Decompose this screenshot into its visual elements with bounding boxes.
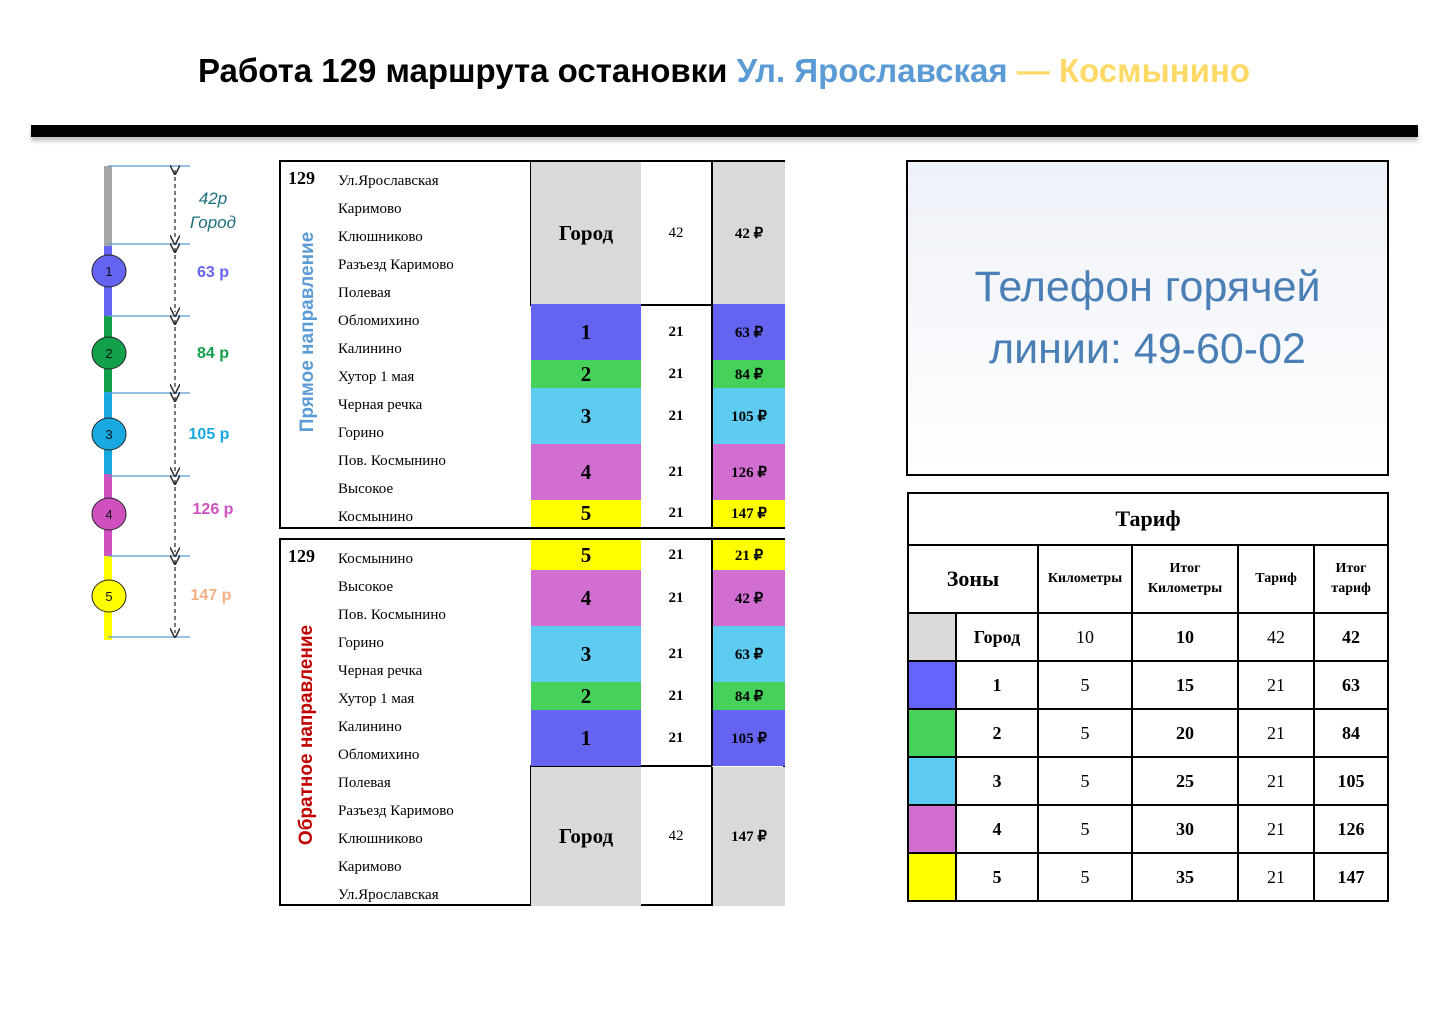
tariff-zone-swatch (908, 613, 956, 661)
tariff-km: 5 (1038, 709, 1132, 757)
forward-stop: Клюшниково (338, 229, 423, 245)
backward-stop: Черная речка (338, 663, 423, 679)
tariff-header-tariff: Тариф (1238, 545, 1314, 613)
forward-route-table (279, 160, 785, 529)
forward-zone-price: 126 ₽ (711, 444, 785, 500)
city-zone-name: Город (189, 213, 237, 232)
tariff-table (907, 492, 1389, 902)
tariff-row (908, 661, 1388, 709)
forward-stop: Пов. Космынино (338, 453, 446, 469)
backward-stop: Клюшниково (338, 831, 423, 847)
title-from: Ул. Ярославская (736, 52, 1008, 89)
tariff-tariff: 21 (1238, 709, 1314, 757)
tariff-zone: 4 (956, 805, 1038, 853)
forward-stop: Ул.Ярославская (338, 173, 439, 189)
tariff-total: 147 (1314, 853, 1388, 901)
forward-stop: Разъезд Каримово (338, 257, 454, 273)
tariff-km: 10 (1038, 613, 1132, 661)
tariff-zone-swatch (908, 709, 956, 757)
forward-stop: Калинино (338, 341, 402, 357)
forward-zone-cell: 3 (531, 388, 641, 444)
forward-stop: Космынино (338, 509, 413, 525)
forward-zone-cell: Город (531, 162, 641, 304)
backward-stop: Высокое (338, 579, 394, 595)
forward-stop: Горино (338, 425, 384, 441)
title-prefix: Работа 129 маршрута остановки (197, 52, 728, 89)
tariff-header-zones: Зоны (908, 545, 1038, 613)
zone4-marker-label: 4 (105, 507, 113, 522)
tariff-zone: 3 (956, 757, 1038, 805)
zone3-marker-label: 3 (105, 427, 113, 442)
backward-zone-price: 42 ₽ (711, 570, 785, 626)
forward-zone-price: 42 ₽ (711, 162, 785, 304)
tariff-zone-swatch (908, 805, 956, 853)
forward-route-number: 129 (288, 168, 315, 188)
city-zone-price: 42р (198, 189, 228, 208)
tariff-total-km: 10 (1132, 613, 1238, 661)
tariff-row (908, 757, 1388, 805)
forward-zone-cell: 4 (531, 444, 641, 500)
tariff-header-total-km: Итог Километры (1132, 545, 1238, 613)
backward-zone-cell: 4 (531, 570, 641, 626)
tariff-tariff: 21 (1238, 757, 1314, 805)
backward-zone-km: 21 (668, 589, 684, 606)
tariff-km: 5 (1038, 757, 1132, 805)
forward-stop: Полевая (338, 285, 391, 301)
title-dash: — (1016, 52, 1050, 89)
backward-zone-cell: 2 (531, 682, 641, 710)
forward-zone-cell: 5 (531, 500, 641, 527)
backward-zone-price: 63 ₽ (711, 626, 785, 682)
zone-diagram (0, 0, 280, 700)
tariff-total: 42 (1314, 613, 1388, 661)
backward-zone-price: 105 ₽ (711, 710, 785, 766)
tariff-zone-swatch (908, 661, 956, 709)
zone5-marker-label: 5 (105, 589, 113, 604)
hotline-line2: линии: 49-60-02 (989, 325, 1306, 373)
backward-zone-price: 21 ₽ (711, 540, 785, 570)
forward-zone-km: 21 (668, 407, 684, 424)
tariff-zone: Город (956, 613, 1038, 661)
tariff-total: 105 (1314, 757, 1388, 805)
tariff-row (908, 613, 1388, 661)
hotline-line1: Телефон горячей (974, 263, 1321, 311)
hotline-box (906, 160, 1389, 476)
backward-stop: Калинино (338, 719, 402, 735)
zone2-marker-label: 2 (105, 346, 113, 361)
zone1-marker-label: 1 (105, 264, 113, 279)
forward-zone-km: 21 (668, 463, 684, 480)
tariff-row (908, 709, 1388, 757)
tariff-header-total-tariff: Итог тариф (1314, 545, 1388, 613)
backward-zone-cell: 5 (531, 540, 641, 570)
forward-zone-cell: 2 (531, 360, 641, 388)
tariff-km: 5 (1038, 805, 1132, 853)
tariff-total: 126 (1314, 805, 1388, 853)
backward-zone-cell: Город (531, 767, 641, 906)
forward-stop-list (338, 167, 454, 531)
backward-zone-price: 84 ₽ (711, 682, 785, 710)
backward-stop: Полевая (338, 775, 391, 791)
tariff-km: 5 (1038, 853, 1132, 901)
backward-stop-list (338, 545, 454, 909)
forward-zone-km: 21 (668, 505, 684, 521)
backward-stop: Обломихино (338, 747, 420, 763)
forward-zone-price: 84 ₽ (711, 360, 785, 388)
backward-zone-price: 147 ₽ (711, 767, 785, 906)
backward-zone-cell: 1 (531, 710, 641, 766)
tariff-header-km: Километры (1038, 545, 1132, 613)
tariff-total-km: 25 (1132, 757, 1238, 805)
tariff-zone: 1 (956, 661, 1038, 709)
zone3-price: 105 р (188, 426, 230, 443)
forward-stop: Черная речка (338, 397, 423, 413)
tariff-total-km: 20 (1132, 709, 1238, 757)
forward-zone-cell: 1 (531, 304, 641, 360)
tariff-tariff: 21 (1238, 853, 1314, 901)
city-segment (104, 166, 112, 246)
forward-stop: Высокое (338, 481, 394, 497)
forward-direction-label: Прямое направление (297, 231, 318, 433)
forward-zone-km: 42 (668, 224, 684, 241)
backward-direction-label: Обратное направление (296, 624, 317, 846)
backward-stop: Каримово (338, 859, 402, 875)
tariff-tariff: 21 (1238, 805, 1314, 853)
forward-stop: Обломихино (338, 313, 420, 329)
tariff-title: Тариф (908, 493, 1388, 545)
forward-stop: Каримово (338, 201, 402, 217)
backward-zone-km: 21 (668, 729, 684, 746)
forward-stop: Хутор 1 мая (338, 369, 415, 385)
backward-stop: Хутор 1 мая (338, 691, 415, 707)
backward-zone-km: 21 (668, 645, 684, 662)
tariff-total: 63 (1314, 661, 1388, 709)
tariff-zone-swatch (908, 853, 956, 901)
backward-route-number: 129 (288, 546, 315, 566)
backward-stop: Ул.Ярославская (338, 887, 439, 903)
tariff-tariff: 42 (1238, 613, 1314, 661)
zone5-price: 147 р (190, 587, 232, 604)
tariff-total-km: 30 (1132, 805, 1238, 853)
backward-zone-cell: 3 (531, 626, 641, 682)
tariff-zone-swatch (908, 757, 956, 805)
tariff-row (908, 853, 1388, 901)
backward-stop: Разъезд Каримово (338, 803, 454, 819)
zone2-price: 84 р (196, 345, 229, 362)
zone1-price: 63 р (196, 264, 229, 281)
forward-zone-price: 105 ₽ (711, 388, 785, 444)
backward-zone-km: 21 (668, 546, 684, 563)
city-zone-label (178, 187, 248, 235)
forward-zone-price: 63 ₽ (711, 304, 785, 360)
backward-stop: Пов. Космынино (338, 607, 446, 623)
tariff-total: 84 (1314, 709, 1388, 757)
tariff-tariff: 21 (1238, 661, 1314, 709)
tariff-total-km: 15 (1132, 661, 1238, 709)
tariff-zone: 2 (956, 709, 1038, 757)
backward-zone-km: 42 (668, 828, 684, 844)
tariff-row (908, 805, 1388, 853)
backward-stop: Горино (338, 635, 384, 651)
tariff-total-km: 35 (1132, 853, 1238, 901)
backward-stop: Космынино (338, 551, 413, 567)
title-to: Космынино (1058, 52, 1251, 89)
forward-zone-price: 147 ₽ (711, 500, 785, 527)
backward-route-table (279, 538, 785, 906)
zone4-price: 126 р (192, 501, 234, 518)
backward-zone-km: 21 (668, 687, 684, 704)
forward-zone-km: 21 (668, 365, 684, 382)
forward-zone-km: 21 (668, 323, 684, 340)
tariff-zone: 5 (956, 853, 1038, 901)
tariff-km: 5 (1038, 661, 1132, 709)
